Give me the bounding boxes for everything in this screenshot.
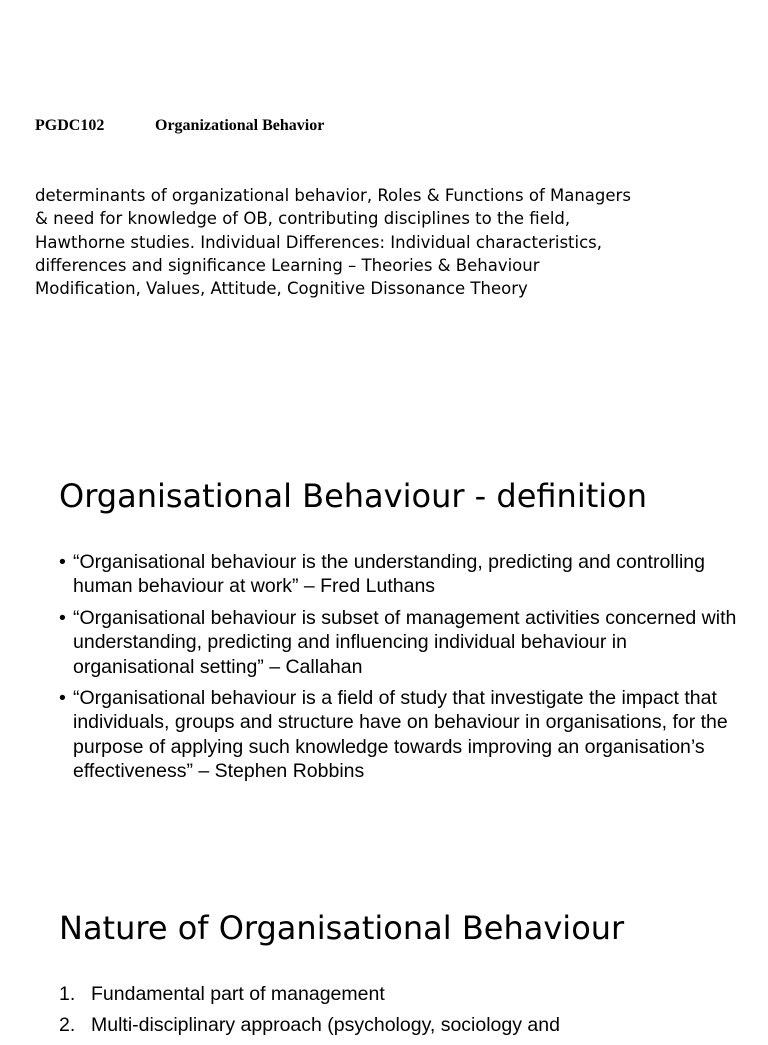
definition-bullet-list <box>59 550 739 791</box>
definition-bullet <box>59 606 739 679</box>
bullet-icon: • <box>59 551 66 573</box>
syllabus-paragraph: determinants of organizational behavior, Roles & Functions of Managers & need for knowledge of OB, contributing disciplines to the field, Hawthorne studies. Individual Differences: Individual characteristics, differences and significance Learning – Theories & Behaviour Modification, Values, Attitude, Cognitive Dissonance Theory <box>35 186 631 299</box>
list-item-text: Fundamental part of management <box>91 983 385 1005</box>
definition-bullet <box>59 550 739 599</box>
nature-list-item <box>59 1013 739 1037</box>
slide-title-definition: Organisational Behaviour - definition <box>59 477 648 515</box>
bullet-text: “Organisational behaviour is subset of management activities concerned with understanding, predicting and influencing individual behaviour in organisational setting” – Callahan <box>73 606 737 678</box>
course-title: Organizational Behavior <box>155 117 325 134</box>
definition-bullet <box>59 686 739 784</box>
list-number: 1. <box>59 983 76 1005</box>
slide-title-nature: Nature of Organisational Behaviour <box>59 909 625 947</box>
nature-list-item <box>59 982 739 1006</box>
bullet-icon: • <box>59 687 66 710</box>
bullet-text: “Organisational behaviour is the understanding, predicting and controlling human behaviour at work” – Fred Luthans <box>73 551 705 598</box>
nature-numbered-list <box>59 982 739 1045</box>
list-item-text: Multi-disciplinary approach (psychology, sociology and <box>91 1014 560 1037</box>
course-code: PGDC102 <box>35 117 105 134</box>
bullet-text: “Organisational behaviour is a field of study that investigate the impact that individuals, groups and structure have on behaviour in organisations, for the purpose of applying such knowledge towards improving an organisation’s effectiveness” – Stephen Robbins <box>73 687 728 783</box>
list-number: 2. <box>59 1014 76 1037</box>
course-header <box>35 116 324 136</box>
bullet-icon: • <box>59 606 66 629</box>
